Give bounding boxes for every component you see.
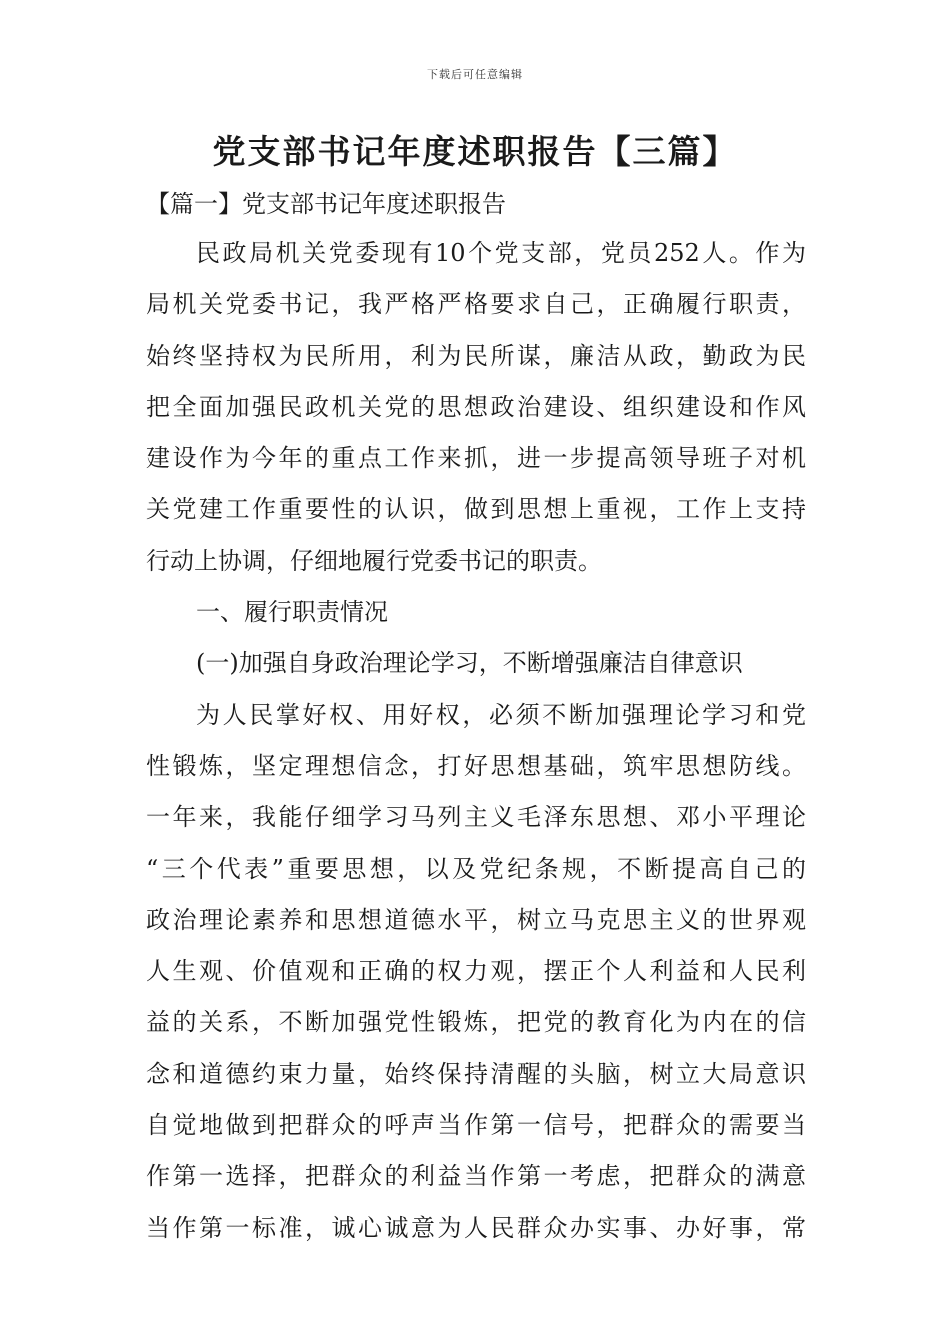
paragraph-line: 建设作为今年的重点工作来抓，进一步提高领导班子对机 [146,444,806,473]
paragraph-line: 关党建工作重要性的认识，做到思想上重视，工作上支持 [146,495,806,524]
document-title: 党支部书记年度述职报告【三篇】 [212,132,738,171]
section-title: 【篇一】党支部书记年度述职报告 [146,190,506,218]
paragraph-line: 为人民掌好权、用好权，必须不断加强理论学习和党 [196,700,806,729]
paragraph-line: 念和道德约束力量，始终保持清醒的头脑，树立大局意识 [146,1059,806,1088]
paragraph-line: 性锻炼，坚定理想信念，打好思想基础，筑牢思想防线。 [146,751,806,780]
paragraph-line: 始终坚持权为民所用，利为民所谋，廉洁从政，勤政为民 [146,341,806,370]
paragraph-line: 行动上协调，仔细地履行党委书记的职责。 [146,546,602,575]
paragraph-line: 政治理论素养和思想道德水平，树立马克思主义的世界观 [146,905,806,934]
paragraph-line: 民政局机关党委现有10个党支部，党员252人。作为 [196,239,806,267]
paragraph-line: 把全面加强民政机关党的思想政治建设、组织建设和作风 [146,392,806,421]
paragraph-line: 作第一选择，把群众的利益当作第一考虑，把群众的满意 [146,1162,806,1191]
paragraph-line: 人生观、价值观和正确的权力观，摆正个人利益和人民利 [146,957,806,986]
header-note: 下载后可任意编辑 [427,68,523,81]
paragraph-line: “三个代表”重要思想，以及党纪条规，不断提高自己的 [146,854,806,883]
paragraph-line: 自觉地做到把群众的呼声当作第一信号，把群众的需要当 [146,1111,806,1140]
paragraph-line: 益的关系，不断加强党性锻炼，把党的教育化为内在的信 [146,1008,806,1037]
paragraph-line: 局机关党委书记，我严格严格要求自己，正确履行职责， [146,290,806,319]
subheading: 一、履行职责情况 [196,598,388,627]
document-body [146,228,806,1254]
paragraph-line: 一年来，我能仔细学习马列主义毛泽东思想、邓小平理论 [146,803,806,832]
paragraph-line: 当作第一标准，诚心诚意为人民群众办实事、办好事，常 [146,1213,806,1242]
subheading: (一)加强自身政治理论学习，不断增强廉洁自律意识 [196,649,743,678]
